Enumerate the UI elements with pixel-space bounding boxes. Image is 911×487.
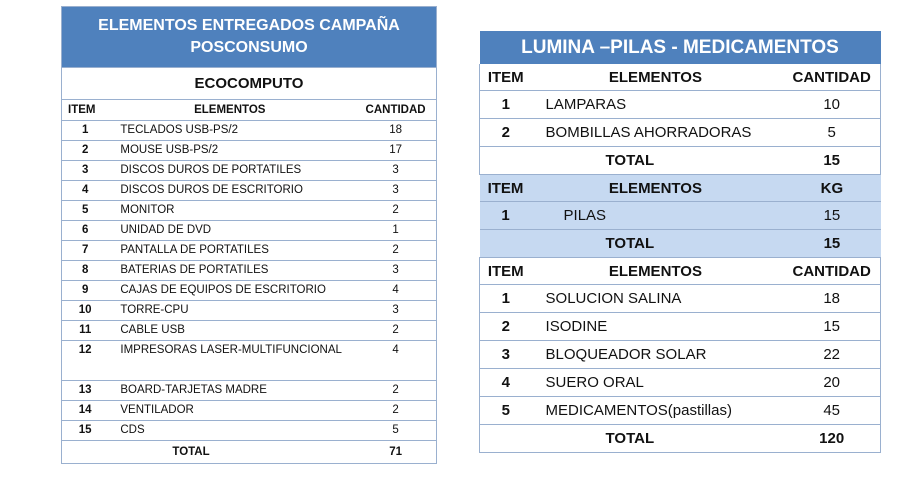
total-value: 71 [355, 441, 436, 464]
ecocomputo-table [61, 6, 437, 464]
elemento-cell: BATERIAS DE PORTATILES [108, 261, 355, 281]
item-cell: 10 [62, 301, 109, 321]
elemento-cell: ISODINE [532, 313, 784, 341]
right-title: LUMINA –PILAS - MEDICAMENTOS [480, 31, 881, 64]
lumina-header-row [480, 64, 881, 91]
header-cantidad: CANTIDAD [355, 100, 436, 121]
item-cell: 4 [62, 181, 109, 201]
elemento-cell: MOUSE USB-PS/2 [108, 141, 355, 161]
table-row [62, 301, 437, 321]
cantidad-cell: 4 [355, 341, 436, 381]
cantidad-cell: 18 [783, 285, 880, 313]
elemento-cell: VENTILADOR [108, 401, 355, 421]
cantidad-cell: 2 [355, 241, 436, 261]
item-cell: 1 [480, 285, 532, 313]
item-cell: 3 [62, 161, 109, 181]
ecocomputo-subtitle: ECOCOMPUTO [62, 68, 437, 100]
elemento-cell: BOMBILLAS AHORRADORAS [532, 119, 784, 147]
item-cell: 7 [62, 241, 109, 261]
item-cell: 5 [62, 201, 109, 221]
table-row [62, 321, 437, 341]
cantidad-cell: 20 [783, 369, 880, 397]
item-cell: 4 [480, 369, 532, 397]
header-cantidad: CANTIDAD [783, 258, 880, 285]
total-row [62, 441, 437, 464]
header-kg: KG [783, 175, 880, 202]
cantidad-cell: 3 [355, 161, 436, 181]
lumina-total-row [480, 147, 881, 175]
elemento-cell: DISCOS DUROS DE ESCRITORIO [108, 181, 355, 201]
item-cell: 1 [480, 91, 532, 119]
cantidad-cell: 4 [355, 281, 436, 301]
pilas-total-label: TOTAL [532, 230, 784, 258]
lumina-total-label: TOTAL [532, 147, 784, 175]
elemento-cell: MEDICAMENTOS(pastillas) [532, 397, 784, 425]
medicamentos-header-row [480, 258, 881, 285]
header-item: ITEM [480, 258, 532, 285]
medicamentos-total-value: 120 [783, 425, 880, 453]
elemento-cell: SUERO ORAL [532, 369, 784, 397]
medicamentos-total-label: TOTAL [532, 425, 784, 453]
table-row [62, 401, 437, 421]
item-cell: 15 [62, 421, 109, 441]
cantidad-cell: 1 [355, 221, 436, 241]
item-cell: 6 [62, 221, 109, 241]
table-row [62, 241, 437, 261]
cantidad-cell: 5 [355, 421, 436, 441]
pilas-total-row [480, 230, 881, 258]
elemento-cell: CAJAS DE EQUIPOS DE ESCRITORIO [108, 281, 355, 301]
elemento-cell: BOARD-TARJETAS MADRE [108, 381, 355, 401]
header-elementos: ELEMENTOS [108, 100, 355, 121]
table-row [62, 281, 437, 301]
lumina-pilas-medicamentos-table [479, 31, 881, 453]
table-row [62, 201, 437, 221]
pilas-header-row [480, 175, 881, 202]
cantidad-cell: 3 [355, 181, 436, 201]
table-row [62, 381, 437, 401]
cantidad-cell: 2 [355, 321, 436, 341]
table-row [480, 119, 881, 147]
cantidad-cell: 5 [783, 119, 880, 147]
item-cell: 8 [62, 261, 109, 281]
elemento-cell: PILAS [532, 202, 784, 230]
table-header-row [62, 100, 437, 121]
cantidad-cell: 3 [355, 301, 436, 321]
table-row [62, 221, 437, 241]
header-elementos: ELEMENTOS [532, 64, 784, 91]
cantidad-cell: 15 [783, 313, 880, 341]
cantidad-cell: 15 [783, 202, 880, 230]
item-cell: 2 [62, 141, 109, 161]
campaign-title: ELEMENTOS ENTREGADOS CAMPAÑA POSCONSUMO [62, 7, 437, 68]
elemento-cell: MONITOR [108, 201, 355, 221]
item-cell: 3 [480, 341, 532, 369]
elemento-cell: TECLADOS USB-PS/2 [108, 121, 355, 141]
elemento-cell: UNIDAD DE DVD [108, 221, 355, 241]
table-row [480, 369, 881, 397]
elemento-cell: PANTALLA DE PORTATILES [108, 241, 355, 261]
cantidad-cell: 2 [355, 401, 436, 421]
table-row [62, 141, 437, 161]
table-row [480, 313, 881, 341]
table-row [62, 261, 437, 281]
cantidad-cell: 18 [355, 121, 436, 141]
cantidad-cell: 2 [355, 381, 436, 401]
table-row [480, 202, 881, 230]
table-row [480, 91, 881, 119]
elemento-cell: IMPRESORAS LASER-MULTIFUNCIONAL [108, 341, 355, 381]
item-cell: 9 [62, 281, 109, 301]
header-item: ITEM [480, 175, 532, 202]
item-cell: 12 [62, 341, 109, 381]
item-cell: 5 [480, 397, 532, 425]
elemento-cell: CABLE USB [108, 321, 355, 341]
table-row [480, 285, 881, 313]
elemento-cell: CDS [108, 421, 355, 441]
table-row [62, 421, 437, 441]
header-item: ITEM [480, 64, 532, 91]
item-cell: 1 [62, 121, 109, 141]
item-cell: 2 [480, 313, 532, 341]
total-label: TOTAL [108, 441, 355, 464]
table-row [62, 341, 437, 381]
header-elementos: ELEMENTOS [532, 175, 784, 202]
cantidad-cell: 17 [355, 141, 436, 161]
table-row [62, 181, 437, 201]
header-elementos: ELEMENTOS [532, 258, 784, 285]
cantidad-cell: 22 [783, 341, 880, 369]
elemento-cell: BLOQUEADOR SOLAR [532, 341, 784, 369]
elemento-cell: DISCOS DUROS DE PORTATILES [108, 161, 355, 181]
item-cell: 13 [62, 381, 109, 401]
cantidad-cell: 2 [355, 201, 436, 221]
item-cell: 11 [62, 321, 109, 341]
header-cantidad: CANTIDAD [783, 64, 880, 91]
cantidad-cell: 3 [355, 261, 436, 281]
header-item: ITEM [62, 100, 109, 121]
item-cell: 14 [62, 401, 109, 421]
table-row [480, 341, 881, 369]
table-row [62, 161, 437, 181]
cantidad-cell: 10 [783, 91, 880, 119]
medicamentos-total-row [480, 425, 881, 453]
cantidad-cell: 45 [783, 397, 880, 425]
item-cell: 1 [480, 202, 532, 230]
pilas-total-value: 15 [783, 230, 880, 258]
elemento-cell: TORRE-CPU [108, 301, 355, 321]
table-row [480, 397, 881, 425]
elemento-cell: LAMPARAS [532, 91, 784, 119]
lumina-total-value: 15 [783, 147, 880, 175]
elemento-cell: SOLUCION SALINA [532, 285, 784, 313]
item-cell: 2 [480, 119, 532, 147]
table-row [62, 121, 437, 141]
